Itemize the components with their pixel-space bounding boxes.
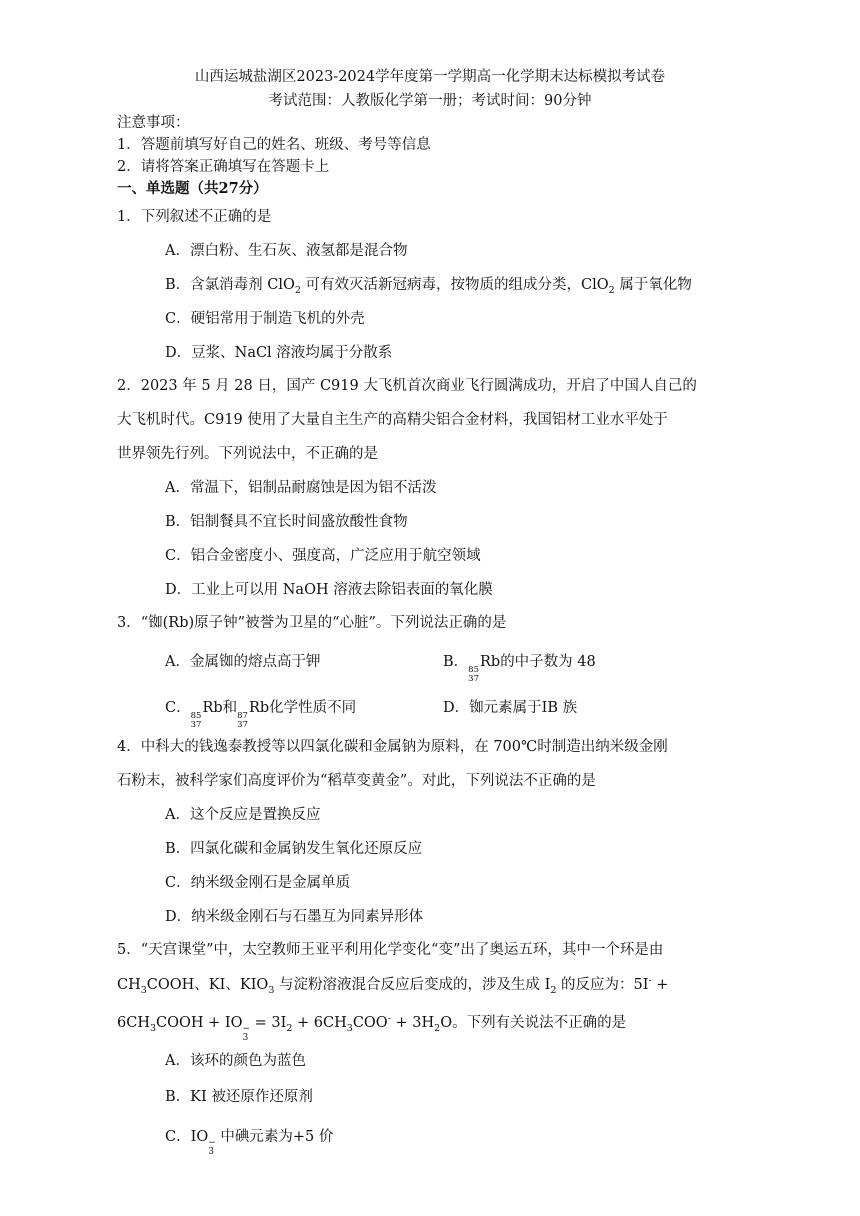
q1-option-b: B．含氯消毒剂 ClO$_2$ 可有效灭活新冠病毒，按物质的组成分类，ClO$_2$ 属于氧化物 <box>165 277 692 296</box>
question-5-line-3: $6CH_3COOH$ + IO − 3 = $3I_2 + 6CH_3COO^- + 3H_2O$。下列有关说法不正确的是 <box>117 1013 627 1043</box>
question-2-line-1: 2．2023 年 5 月 28 日，国产 C919 大飞机首次商业飞行圆满成功，开启了中国人自己的 <box>117 378 697 394</box>
q1-option-a: A．漂白粉、生石灰、液氢都是混合物 <box>165 243 408 259</box>
q5-option-c: C．IO − 3 中碘元素为+5 价 <box>165 1129 334 1157</box>
exam-title: 山西运城盐湖区2023-2024学年度第一学期高一化学期末达标模拟考试卷 <box>194 69 666 85</box>
note-1: 1．答题前填写好自己的姓名、班级、考号等信息 <box>117 137 431 153</box>
nuclide-notation: 87 37 <box>237 711 248 730</box>
q2-option-b: B．铝制餐具不宜长时间盛放酸性食物 <box>165 514 408 530</box>
q5-option-b: B．KI 被还原作还原剂 <box>165 1089 313 1105</box>
q4-option-a: A．这个反应是置换反应 <box>165 807 321 823</box>
question-3-stem: 3．“铷(Rb)原子钟”被誉为卫星的“心脏”。下列说法正确的是 <box>117 615 507 631</box>
q2-option-a: A．常温下，铝制品耐腐蚀是因为铝不活泼 <box>165 480 437 496</box>
nuclide-notation: 85 37 <box>190 711 202 730</box>
question-2-line-3: 世界领先行列。下列说法中，不正确的是 <box>117 446 378 462</box>
question-1-stem: 1．下列叙述不正确的是 <box>117 209 272 225</box>
q3-option-a: A．金属铷的熔点高于钾 <box>165 654 321 670</box>
notes-heading: 注意事项： <box>117 115 190 131</box>
q1-option-c: C．硬铝常用于制造飞机的外壳 <box>165 311 365 327</box>
question-5-line-1: 5．“天宫课堂”中，太空教师王亚平利用化学变化“变”出了奥运五环，其中一个环是由 <box>117 942 664 958</box>
q3-option-c: C． 85 37 Rb和 87 37 Rb化学性质不同 <box>165 700 357 730</box>
nuclide-notation: 85 37 <box>468 665 479 684</box>
question-4-line-1: 4．中科大的钱逸泰教授等以四氯化碳和金属钠为原料，在 700℃时制造出纳米级金刚 <box>117 739 668 755</box>
q2-option-d: D．工业上可以用 NaOH 溶液去除铝表面的氧化膜 <box>165 582 493 598</box>
q4-option-d: D．纳米级金刚石与石墨互为同素异形体 <box>165 909 424 925</box>
q1-option-d: D．豆浆、NaCl 溶液均属于分散系 <box>165 345 393 361</box>
question-4-line-2: 石粉末，被科学家们高度评价为“稻草变黄金”。对此，下列说法不正确的是 <box>117 773 596 789</box>
q3-option-b: B． 85 37 Rb的中子数为 48 <box>443 654 596 684</box>
q3-option-d: D．铷元素属于ⅠB 族 <box>443 700 578 716</box>
q2-option-c: C．铝合金密度小、强度高，广泛应用于航空领域 <box>165 548 481 564</box>
ion-charge: − 3 <box>208 1138 216 1157</box>
question-5-line-2: $CH_3COOH$、KI、$KIO_3$ 与淀粉溶液混合反应后变成的，涉及生成 $I_2$ 的反应为：5I- + <box>117 975 669 996</box>
q5-option-a: A．该环的颜色为蓝色 <box>165 1053 306 1069</box>
note-2: 2．请将答案正确填写在答题卡上 <box>117 159 330 175</box>
q4-option-b: B．四氯化碳和金属钠发生氧化还原反应 <box>165 841 423 857</box>
question-2-line-2: 大飞机时代。C919 使用了大量自主生产的高精尖铝合金材料，我国铝材工业水平处于 <box>117 412 668 428</box>
exam-subtitle: 考试范围：人教版化学第一册；考试时间：90分钟 <box>268 93 592 109</box>
section-heading: 一、单选题（共27分） <box>117 180 268 197</box>
q4-option-c: C．纳米级金刚石是金属单质 <box>165 875 351 891</box>
ion-charge: − 3 <box>242 1024 251 1043</box>
